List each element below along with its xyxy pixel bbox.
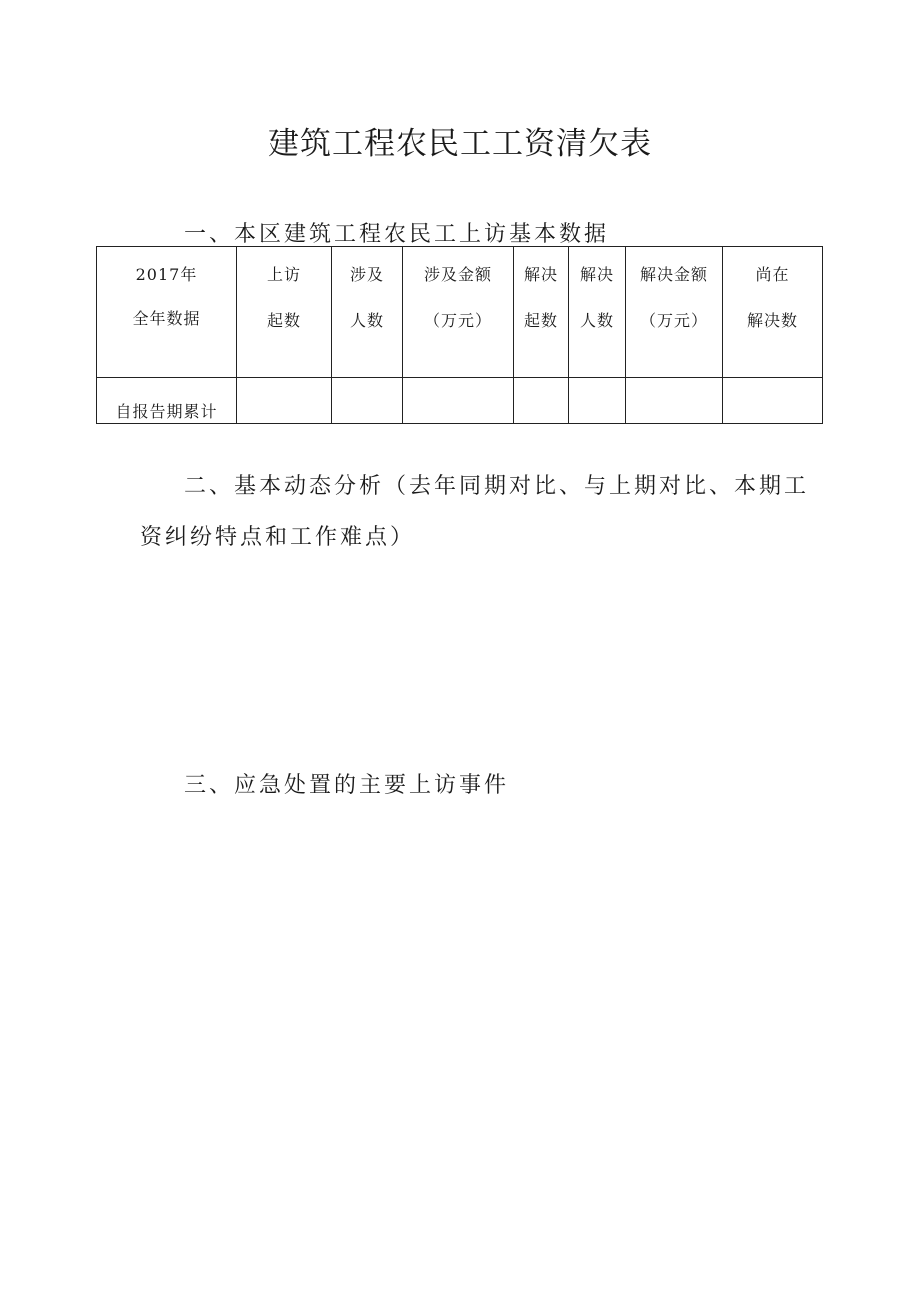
header-label-line2: 起数: [266, 311, 301, 330]
header-label-line1: 解决金额: [639, 265, 708, 284]
table-cell: [237, 378, 332, 424]
header-cell-period: [97, 247, 237, 378]
header-cell-petition-count: [237, 247, 332, 378]
table-cell: [723, 378, 823, 424]
header-cell-resolved-people: [569, 247, 626, 378]
table-header-row: [97, 247, 823, 378]
page-title: 建筑工程农民工工资清欠表: [268, 126, 652, 162]
header-label-line2: 人数: [349, 311, 384, 330]
header-label-line2: 人数: [579, 311, 614, 330]
section-1-heading: 一、本区建筑工程农民工上访基本数据: [184, 222, 610, 247]
header-label-line1: 解决: [579, 265, 614, 284]
table-cell: [514, 378, 569, 424]
header-label-line2: （万元）: [423, 311, 492, 330]
section-2-heading: 二、基本动态分析（去年同期对比、与上期对比、本期工: [184, 474, 810, 499]
row-label: 自报告期累计: [115, 402, 218, 421]
header-label-line1: 尚在: [755, 265, 790, 284]
header-cell-people-involved: [332, 247, 403, 378]
section-2-heading-continued: 资纠纷特点和工作难点）: [140, 525, 416, 550]
header-label-line1: 解决: [523, 265, 558, 284]
header-label-line1: 涉及金额: [423, 265, 492, 284]
header-label-line1: 上访: [266, 265, 301, 284]
row-label-cell: [97, 378, 237, 424]
header-label-line2: 解决数: [746, 311, 798, 330]
section-3-heading: 三、应急处置的主要上访事件: [184, 773, 510, 798]
header-label-line1: 涉及: [349, 265, 384, 284]
header-cell-amount-involved: [403, 247, 514, 378]
table-cell: [569, 378, 626, 424]
table-row: [97, 378, 823, 424]
header-label-line2: （万元）: [639, 311, 708, 330]
petition-data-table: [96, 246, 823, 424]
header-cell-resolved-count: [514, 247, 569, 378]
header-cell-pending: [723, 247, 823, 378]
table-cell: [332, 378, 403, 424]
header-label-line2: 起数: [523, 311, 558, 330]
header-cell-resolved-amount: [626, 247, 723, 378]
table-cell: [626, 378, 723, 424]
table-cell: [403, 378, 514, 424]
header-period-line2: 全年数据: [132, 309, 201, 328]
header-period-line1: 2017年: [135, 265, 198, 284]
